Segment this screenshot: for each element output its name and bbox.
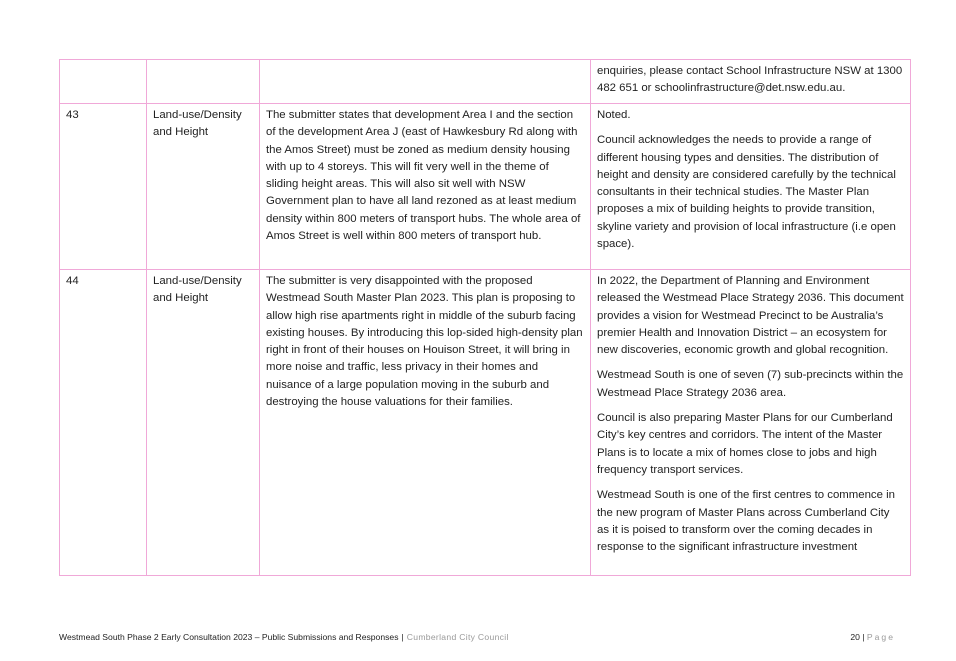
page-label: Page [866,632,895,642]
submission-number-cell: 44 [60,270,147,576]
table-row [60,270,911,576]
response-cell [591,270,911,576]
submission-number-cell: 43 [60,104,147,270]
page-number: 20 [850,632,860,642]
response-paragraph: enquiries, please contact School Infrastructure NSW at 1300 482 651 or schoolinfrastructure@det.nsw.edu.au. [597,65,903,95]
page-number-block [850,631,895,643]
topic-cell: Land-use/Density and Height [147,104,260,270]
response-paragraph: Council is also preparing Master Plans for our Cumberland City’s key centres and corridors. The intent of the Master Plans is to locate a mix of homes close to jobs and high frequency transport services. [597,412,893,476]
page-separator: | [862,632,865,642]
footer-separator: | [401,632,404,642]
table-row [60,104,911,270]
submission-cell: The submitter is very disappointed with the proposed Westmead South Master Plan 2023. This plan is proposing to allow high rise apartments right in middle of the suburb facing existing houses. By introducing this lop-sided high-density plan right in front of their houses on Houison Street, it will bring in more noise and traffic, less privacy in their homes and nuisance of a large population moving in the suburb and destroying the house valuations for their families. [260,270,591,576]
submissions-table [59,59,911,576]
response-paragraph: In 2022, the Department of Planning and Environment released the Westmead Place Strategy 2036. This document provides a vision for Westmead Precinct to be Australia’s premier Health and Innovation District – an ecosystem for new discoveries, economic growth and global recognition. [597,275,904,357]
submission-number-cell [60,60,147,104]
response-cell [591,60,911,104]
page-footer [59,631,895,643]
submission-cell: The submitter states that development Area I and the section of the development Area J (east of Hawkesbury Rd along with the Amos Street) must be zoned as medium density housing with up to 4 storeys. This will fit very well in the theme of sliding height areas. This will also sit well with NSW Government plan to have all land rezoned as at least medium density within 800 meters of transport hubs. The whole area of Amos Street is well within 800 meters of transport hub. [260,104,591,270]
response-paragraph: Westmead South is one of seven (7) sub-precincts within the Westmead Place Strategy 2036 area. [597,369,904,399]
response-paragraph: Council acknowledges the needs to provide a range of different housing types and densities. The distribution of height and density are considered carefully by the technical consultants in their technical studies. The Master Plan proposes a mix of building heights to provide transition, skyline variety and provision of local infrastructure (i.e open space). [597,134,896,251]
response-cell [591,104,911,270]
response-paragraph: Noted. [597,109,631,121]
footer-document-title: Westmead South Phase 2 Early Consultation 2023 – Public Submissions and Responses [59,632,399,642]
response-paragraph: Westmead South is one of the first centres to commence in the new program of Master Plans across Cumberland City as it is poised to transform over the coming decades in response to the significant infrastructure investment [597,489,895,554]
submission-cell [260,60,591,104]
footer-organisation: Cumberland City Council [406,632,509,642]
topic-cell: Land-use/Density and Height [147,270,260,576]
topic-cell [147,60,260,104]
table-row [60,60,911,104]
